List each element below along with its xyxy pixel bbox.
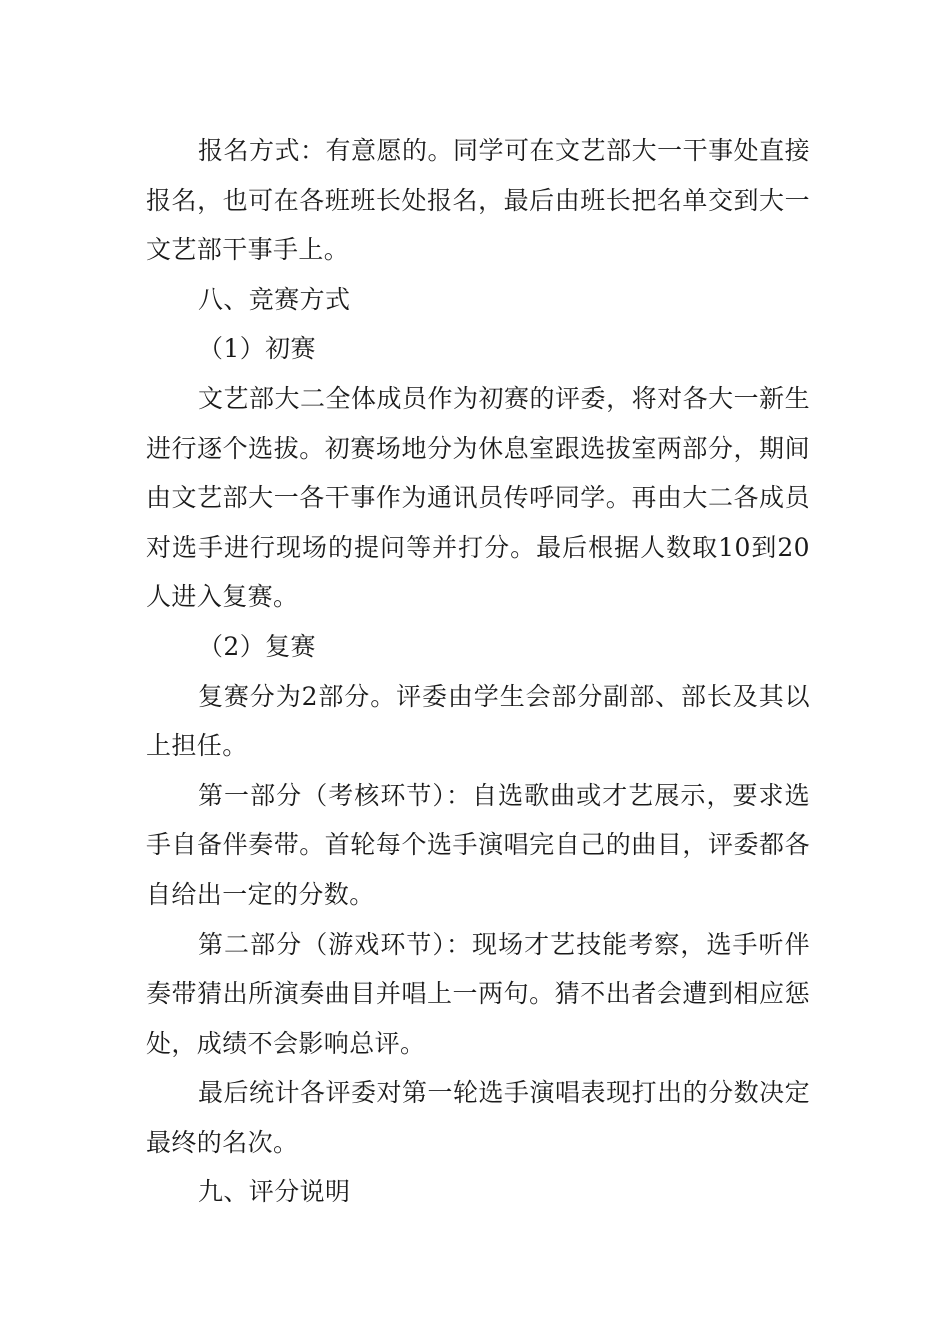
subheading-preliminary: （1）初赛 (198, 334, 316, 364)
subheading-semifinal: （2）复赛 (198, 631, 316, 661)
section-heading-competition-method: 八、竞赛方式 (198, 284, 351, 314)
paragraph-part-two: 第二部分（游戏环节）：现场才艺技能考察，选手听伴奏带猜出所演奏曲目并唱上一两句。猜不出者会遭到相应惩处，成绩不会影响总评。 (146, 929, 810, 1058)
document-body (146, 126, 810, 1217)
paragraph-final-ranking: 最后统计各评委对第一轮选手演唱表现打出的分数决定最终的名次。 (146, 1078, 810, 1157)
paragraph-part-one: 第一部分（考核环节）：自选歌曲或才艺展示，要求选手自备伴奏带。首轮每个选手演唱完自己的曲目，评委都各自给出一定的分数。 (146, 780, 810, 909)
paragraph-registration-method: 报名方式：有意愿的。同学可在文艺部大一干事处直接报名，也可在各班班长处报名，最后由班长把名单交到大一文艺部干事手上。 (146, 136, 810, 265)
paragraph-semifinal-overview: 复赛分为2部分。评委由学生会部分副部、部长及其以上担任。 (146, 681, 810, 761)
paragraph-preliminary-details: 文艺部大二全体成员作为初赛的评委，将对各大一新生进行逐个选拔。初赛场地分为休息室跟选拔室两部分，期间由文艺部大一各干事作为通讯员传呼同学。再由大二各成员对选手进行现场的提问等并打分。最后根据人数取10到20人进入复赛。 (146, 383, 810, 612)
section-heading-scoring: 九、评分说明 (198, 1177, 351, 1207)
